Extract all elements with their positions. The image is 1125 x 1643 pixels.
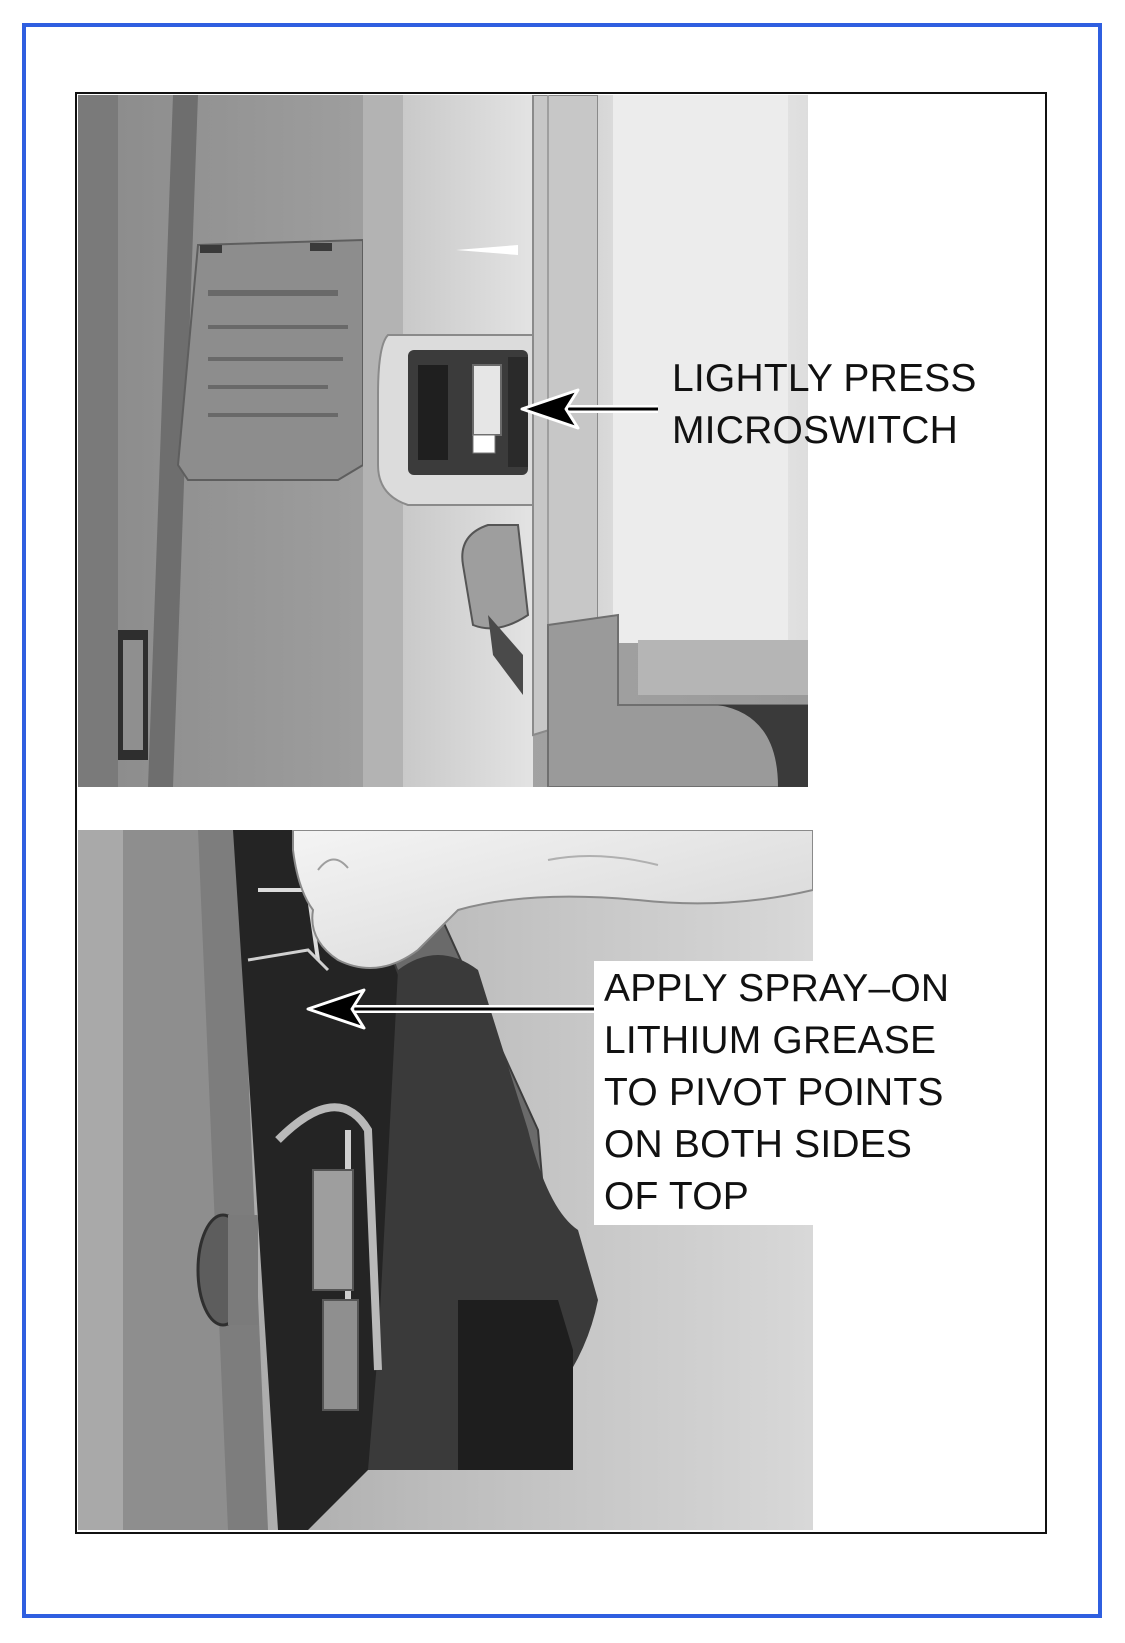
callout-line: APPLY SPRAY–ON: [604, 967, 950, 1010]
microswitch-callout: [672, 353, 977, 457]
callout-line: TO PIVOT POINTS: [604, 1071, 944, 1114]
callout-line: LITHIUM GREASE: [604, 1019, 937, 1062]
callout-line: MICROSWITCH: [672, 409, 958, 452]
pivot-points-callout: [594, 961, 959, 1225]
callout-line: LIGHTLY PRESS: [672, 357, 977, 400]
callout-line: ON BOTH SIDES: [604, 1123, 913, 1166]
callout-line: OF TOP: [604, 1175, 749, 1218]
